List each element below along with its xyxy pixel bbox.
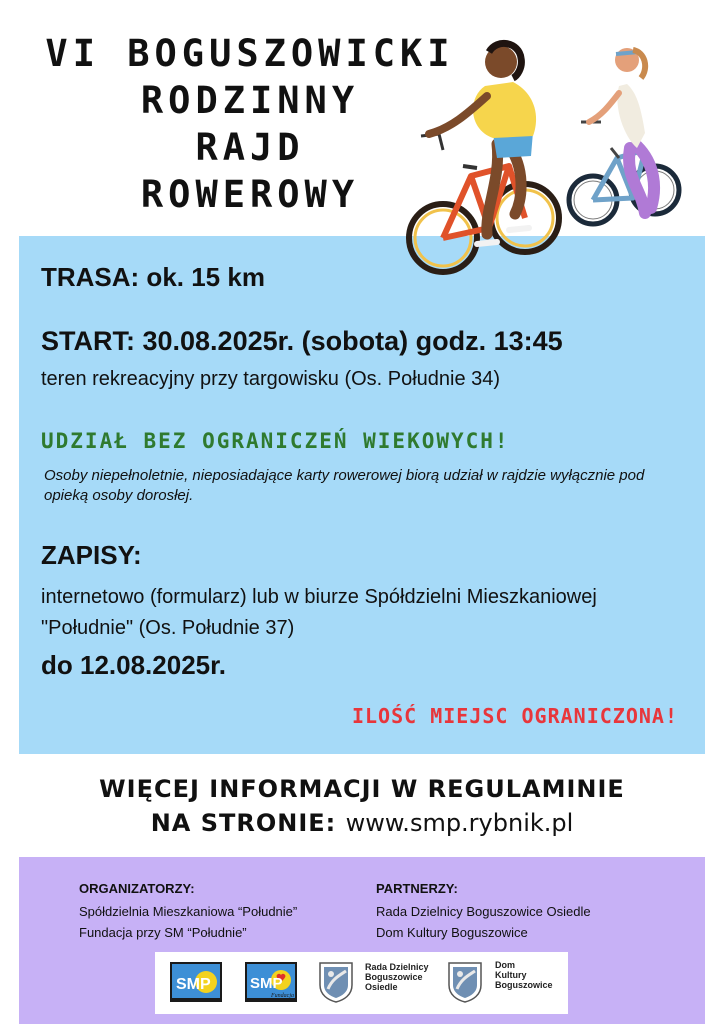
- partners-section: [376, 878, 591, 943]
- fundacja-logo-sub: Fundacja: [271, 993, 294, 999]
- registration-deadline: do 12.08.2025r.: [41, 650, 227, 680]
- registration-heading: ZAPISY:: [41, 540, 142, 570]
- partner-item: Rada Dzielnicy Boguszowice Osiedle: [376, 904, 591, 919]
- registration-text: internetowo (formularz) lub w biurze Spółdzielni Mieszkaniowej "Południe" (Os. Południe 37): [41, 586, 597, 639]
- front-cyclist: [409, 43, 559, 272]
- more-info-label: NA STRONIE:: [150, 809, 337, 837]
- dom-kultury-logo-line: Kultury: [495, 970, 527, 980]
- title-line-2: RODZINNY: [140, 79, 360, 122]
- more-info-line-2: [0, 806, 724, 840]
- more-info: [0, 772, 724, 840]
- smp-logo: [170, 962, 222, 1002]
- title-line-4: ROWEROWY: [140, 173, 360, 216]
- cyclists-illustration: [405, 38, 705, 300]
- route-length: TRASA: ok. 15 km: [41, 262, 265, 292]
- start-datetime: START: 30.08.2025r. (sobota) godz. 13:45: [41, 326, 563, 356]
- rada-logo-line: Rada Dzielnicy: [365, 962, 429, 972]
- organizers-section: [79, 878, 297, 943]
- title-line-3: RAJD: [195, 126, 305, 169]
- participation-note: Osoby niepełnoletnie, nieposiadające karty rowerowej biorą udział w rajdzie wyłącznie pod opieką osoby dorosłej.: [44, 467, 645, 504]
- organizer-item: Spółdzielnia Mieszkaniowa “Południe”: [79, 904, 298, 919]
- smp-fundacja-logo-text: SMP: [250, 975, 283, 992]
- organizers-heading: ORGANIZATORZY:: [79, 881, 195, 896]
- more-info-line-1: WIĘCEJ INFORMACJI W REGULAMINIE: [99, 775, 625, 803]
- rada-logo-line: Boguszowice: [365, 972, 423, 982]
- limited-places-alert: ILOŚĆ MIEJSC OGRANICZONA!: [351, 704, 678, 728]
- dom-kultury-logo-line: Boguszowice: [495, 980, 553, 990]
- participation-heading: UDZIAŁ BEZ OGRANICZEŃ WIEKOWYCH!: [41, 429, 510, 453]
- poster-title: [40, 30, 460, 218]
- organizer-item: Fundacja przy SM “Południe”: [79, 925, 247, 940]
- title-line-1: VI BOGUSZOWICKI: [45, 32, 455, 75]
- smp-fundacja-logo: [245, 962, 297, 1002]
- dom-kultury-crest-icon: [447, 961, 483, 1003]
- partner-item: Dom Kultury Boguszowice: [376, 925, 528, 940]
- rear-cyclist: [569, 48, 679, 224]
- website-link[interactable]: www.smp.rybnik.pl: [345, 809, 574, 837]
- rada-logo-text: [365, 962, 429, 992]
- rada-logo-line: Osiedle: [365, 982, 398, 992]
- logos-strip: [155, 952, 568, 1014]
- dom-kultury-logo-text: [495, 960, 553, 990]
- rada-crest-icon: [318, 961, 354, 1003]
- smp-logo-text: SMP: [176, 976, 211, 993]
- partners-heading: PARTNERZY:: [376, 881, 458, 896]
- start-location: teren rekreacyjny przy targowisku (Os. Południe 34): [41, 368, 501, 390]
- dom-kultury-logo-line: Dom: [495, 960, 515, 970]
